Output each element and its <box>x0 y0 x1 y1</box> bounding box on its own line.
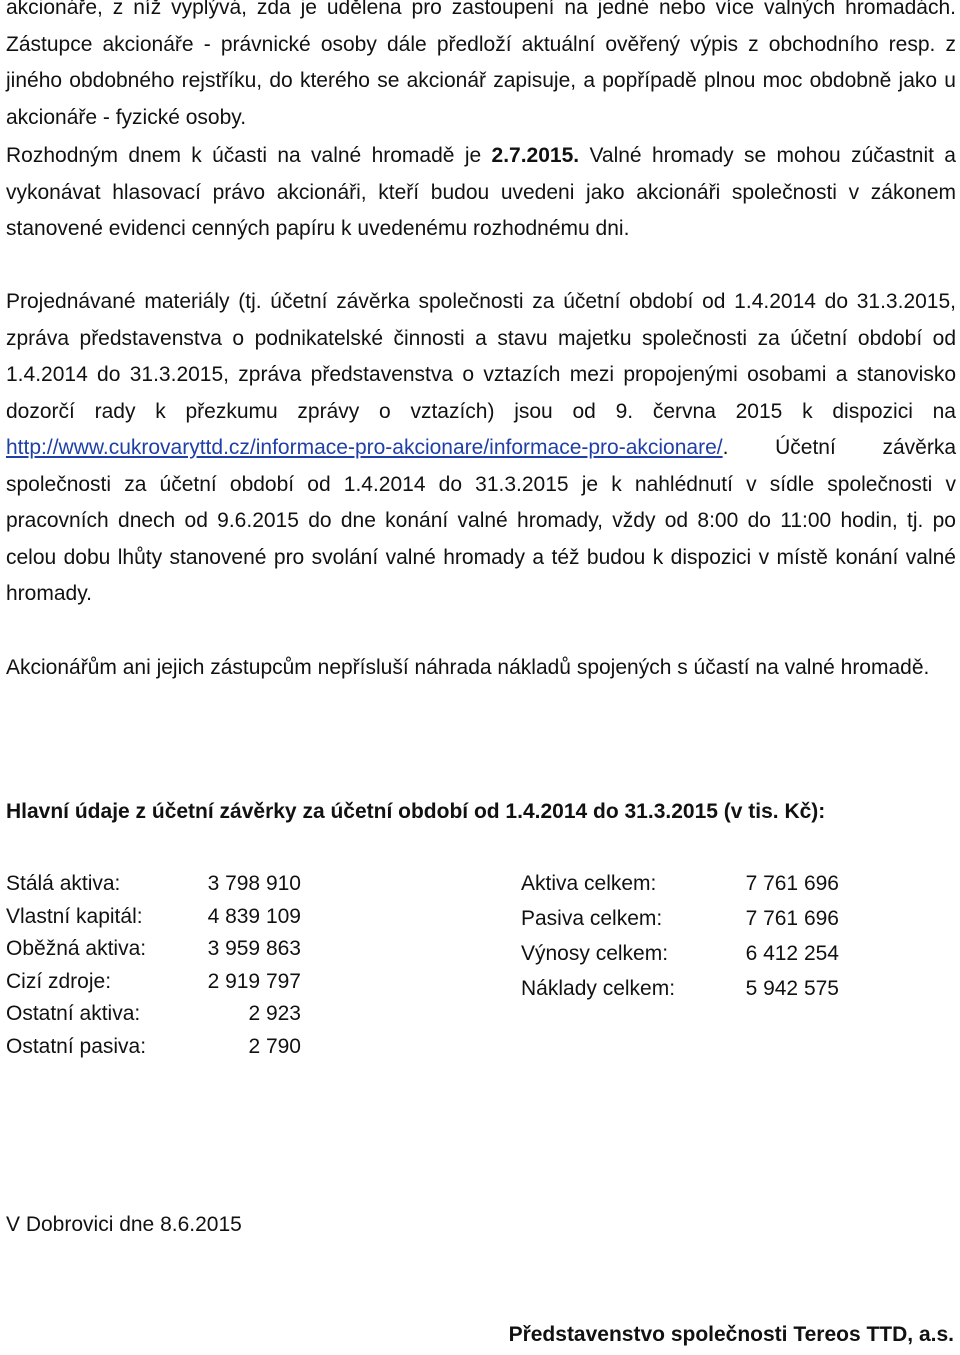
signature: Představenstvo společnosti Tereos TTD, a.s. <box>508 1323 954 1346</box>
financial-value: 7 761 696 <box>745 872 839 895</box>
paragraph-record-date <box>6 138 956 248</box>
record-date-rest: Valné hromady se mohou zúčastnit a vykonávat hlasovací právo akcionáři, kteří budou uvedeni jako akcionáři společnosti v zákonem stanovené evidenci cenných papíru k uvedenému rozhodnému dni. <box>6 144 956 240</box>
financial-label: Vlastní kapitál: <box>6 904 143 928</box>
financial-row <box>521 938 839 973</box>
paragraph-materials <box>6 284 956 613</box>
financial-label: Cizí zdroje: <box>6 969 112 993</box>
financial-value: 2 919 797 <box>207 969 301 993</box>
record-date-intro: Rozhodným dnem k účasti na valné hromadě je <box>6 144 492 167</box>
paragraph-no-compensation: Akcionářům ani jejich zástupcům nepřísluší náhrada nákladů spojených s účastí na valné hromadě. <box>6 656 930 679</box>
financial-label: Ostatní pasiva: <box>6 1034 147 1058</box>
financial-row <box>521 973 839 1008</box>
financials-left-list <box>6 868 301 1063</box>
paragraph-proxy-requirements: akcionáře, z níž vyplývá, zda je udělena pro zastoupení na jedné nebo více valných hromadách. Zástupce akcionáře - právnické osoby dále předloží aktuální ověřený výpis z obchodního resp. z jiného obdobného rejstříku, do kterého se akcionář zapisuje, a popřípadě plnou moc obdobně jako u akcionáře - fyzické osoby. <box>6 0 956 129</box>
financial-value: 6 412 254 <box>745 942 839 965</box>
materials-rest: . Účetní závěrka společnosti za účetní období od 1.4.2014 do 31.3.2015 je k nahlédnutí v sídle společnosti v pracovních dnech od 9.6.2015 do dne konání valné hromady, vždy od 8:00 do 11:00 hodin, tj. po celou dobu lhůty stanovené pro svolání valné hromady a též budou k dispozici v místě konání valné hromady. <box>6 436 956 605</box>
financial-label: Náklady celkem: <box>521 977 676 1000</box>
financial-label: Pasiva celkem: <box>521 907 663 930</box>
financial-value: 2 790 <box>248 1034 301 1058</box>
place-and-date: V Dobrovici dne 8.6.2015 <box>6 1213 242 1236</box>
financial-label: Oběžná aktiva: <box>6 937 147 960</box>
financial-row <box>6 933 301 966</box>
financial-value: 3 959 863 <box>207 937 301 960</box>
financial-value: 4 839 109 <box>207 904 301 928</box>
financial-value: 7 761 696 <box>745 907 839 930</box>
financial-row <box>6 966 301 999</box>
financial-value: 3 798 910 <box>207 872 301 895</box>
financial-label: Výnosy celkem: <box>521 942 669 965</box>
financials-heading: Hlavní údaje z účetní závěrky za účetní období od 1.4.2014 do 31.3.2015 (v tis. Kč): <box>6 800 826 823</box>
financial-row <box>6 901 301 934</box>
financial-row <box>6 998 301 1031</box>
materials-intro: Projednávané materiály (tj. účetní závěrka společnosti za účetní období od 1.4.2014 do 31.3.2015, zpráva představenstva o podnikatelské činnosti a stavu majetku společnosti za účetní období od 1.4.2014 do 31.3.2015, zpráva představenstva o vztazích mezi propojenými osobami a stanovisko dozorčí rady k přezkumu zprávy o vztazích) jsou od 9. června 2015 k dispozici na <box>6 290 956 423</box>
financial-value: 2 923 <box>248 1002 301 1025</box>
financials-right-list <box>521 868 839 1008</box>
financial-row <box>521 903 839 938</box>
financial-label: Ostatní aktiva: <box>6 1002 141 1025</box>
financial-row <box>6 868 301 901</box>
financial-row <box>521 868 839 903</box>
financial-label: Aktiva celkem: <box>521 872 657 895</box>
financial-value: 5 942 575 <box>745 977 839 1000</box>
record-date: 2.7.2015. <box>491 144 580 167</box>
financial-row <box>6 1031 301 1064</box>
materials-link[interactable]: http://www.cukrovaryttd.cz/informace-pro-akcionare/informace-pro-akcionare/ <box>6 436 723 459</box>
financial-label: Stálá aktiva: <box>6 872 121 895</box>
